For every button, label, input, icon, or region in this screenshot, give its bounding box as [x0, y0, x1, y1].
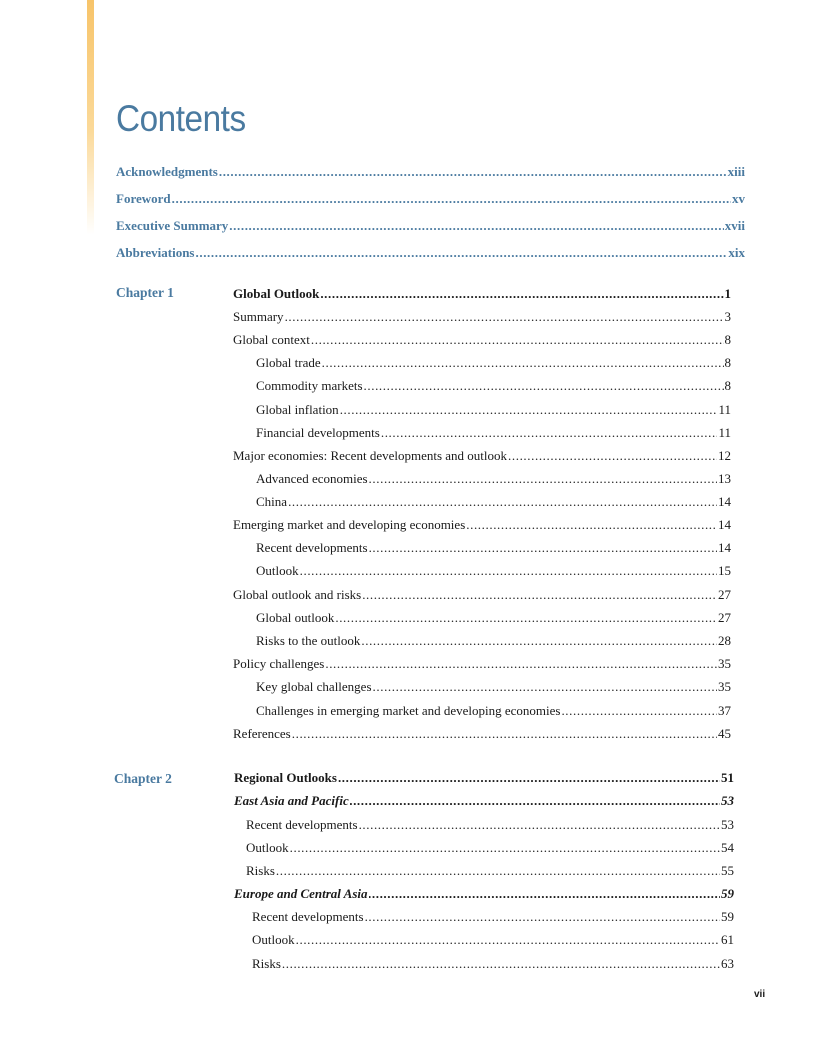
toc-leader — [300, 562, 717, 580]
toc-entry-acknowledgments[interactable] — [116, 163, 745, 181]
toc-entry-page: 45 — [718, 726, 731, 741]
toc-entry-page: xv — [732, 191, 745, 206]
toc-leader — [322, 354, 724, 372]
toc-entry-global-outlook-sub[interactable] — [256, 609, 731, 627]
toc-entry-page: 59 — [721, 909, 734, 924]
toc-entry-title: Challenges in emerging market and developing economies — [256, 703, 561, 718]
toc-entry-global-outlook[interactable] — [233, 285, 731, 303]
page-number: vii — [754, 989, 766, 1000]
toc-entry-title: Emerging market and developing economies — [233, 517, 466, 532]
toc-entry-title: Global outlook — [256, 610, 335, 625]
toc-entry-title: Risks — [252, 956, 281, 971]
toc-leader — [335, 609, 717, 627]
toc-leader — [288, 493, 717, 511]
toc-entry-financial-developments[interactable] — [256, 424, 731, 442]
toc-entry-page: 59 — [721, 886, 734, 901]
toc-entry-page: 27 — [718, 610, 731, 625]
toc-leader — [320, 285, 723, 303]
toc-entry-title: Financial developments — [256, 425, 380, 440]
toc-entry-commodity-markets[interactable] — [256, 377, 731, 395]
toc-entry-page: 14 — [718, 517, 731, 532]
toc-leader — [311, 331, 724, 349]
toc-entry-global-context[interactable] — [233, 331, 731, 349]
toc-entry-page: 3 — [724, 309, 731, 324]
toc-entry-title: Global inflation — [256, 402, 339, 417]
toc-entry-page: 11 — [718, 402, 731, 417]
toc-leader — [361, 632, 717, 650]
toc-leader — [369, 470, 717, 488]
toc-entry-page: 12 — [718, 448, 731, 463]
toc-entry-major-economies[interactable] — [233, 447, 731, 465]
toc-entry-page: 55 — [721, 863, 734, 878]
toc-leader — [362, 586, 717, 604]
toc-entry-title: Foreword — [116, 191, 171, 206]
toc-entry-china[interactable] — [256, 493, 731, 511]
toc-entry-advanced-economies[interactable] — [256, 470, 731, 488]
toc-entry-title: Executive Summary — [116, 218, 229, 233]
toc-entry-page: 61 — [721, 932, 734, 947]
toc-entry-title: Acknowledgments — [116, 164, 218, 179]
toc-entry-title: Abbreviations — [116, 245, 195, 260]
toc-entry-eca-risks[interactable] — [252, 955, 734, 973]
toc-entry-outlook[interactable] — [256, 562, 731, 580]
toc-leader — [364, 377, 724, 395]
toc-entry-title: Global Outlook — [233, 286, 320, 301]
toc-entry-page: 14 — [718, 494, 731, 509]
toc-leader — [359, 816, 720, 834]
toc-entry-title: Outlook — [256, 563, 299, 578]
accent-bar — [87, 0, 94, 235]
toc-entry-title: Recent developments — [252, 909, 364, 924]
toc-entry-title: China — [256, 494, 288, 509]
toc-leader — [285, 308, 724, 326]
toc-entry-page: 8 — [724, 378, 731, 393]
toc-leader — [381, 424, 718, 442]
toc-entry-summary[interactable] — [233, 308, 731, 326]
toc-entry-title: Key global challenges — [256, 679, 372, 694]
toc-entry-foreword[interactable] — [116, 190, 745, 208]
toc-entry-page: 11 — [718, 425, 731, 440]
toc-entry-title: Global outlook and risks — [233, 587, 362, 602]
toc-leader — [325, 655, 717, 673]
toc-entry-page: 53 — [721, 793, 734, 808]
toc-leader — [369, 539, 717, 557]
toc-entry-title: Summary — [233, 309, 284, 324]
toc-entry-page: 35 — [718, 679, 731, 694]
toc-entry-title: Regional Outlooks — [234, 770, 337, 785]
page-title: Contents — [116, 98, 246, 139]
toc-entry-title: Risks — [246, 863, 275, 878]
toc-entry-page: 28 — [718, 633, 731, 648]
toc-entry-emerging-markets[interactable] — [233, 516, 731, 534]
toc-entry-title: Global trade — [256, 355, 321, 370]
toc-entry-references[interactable] — [233, 725, 731, 743]
toc-entry-eap-risks[interactable] — [246, 862, 734, 880]
toc-entry-page: 8 — [724, 332, 731, 347]
toc-entry-page: 51 — [721, 770, 734, 785]
toc-leader — [296, 931, 720, 949]
toc-entry-page: 14 — [718, 540, 731, 555]
toc-entry-eap-outlook[interactable] — [246, 839, 734, 857]
toc-entry-east-asia-pacific[interactable] — [234, 792, 734, 810]
toc-entry-page: 37 — [718, 703, 731, 718]
toc-entry-recent-developments[interactable] — [256, 539, 731, 557]
toc-entry-title: Recent developments — [246, 817, 358, 832]
toc-entry-global-inflation[interactable] — [256, 401, 731, 419]
toc-entry-abbreviations[interactable] — [116, 244, 745, 262]
toc-leader — [172, 190, 731, 208]
toc-entry-title: Recent developments — [256, 540, 368, 555]
toc-entry-title: Policy challenges — [233, 656, 325, 671]
toc-entry-title: Outlook — [252, 932, 295, 947]
toc-leader — [561, 702, 717, 720]
toc-entry-page: 63 — [721, 956, 734, 971]
toc-leader — [369, 885, 720, 903]
toc-leader — [290, 839, 720, 857]
toc-leader — [276, 862, 720, 880]
toc-entry-title: Commodity markets — [256, 378, 363, 393]
toc-entry-global-trade[interactable] — [256, 354, 731, 372]
toc-entry-page: 13 — [718, 471, 731, 486]
toc-entry-policy-challenges[interactable] — [233, 655, 731, 673]
toc-leader — [292, 725, 717, 743]
toc-entry-key-global-challenges[interactable] — [256, 678, 731, 696]
toc-entry-page: 27 — [718, 587, 731, 602]
toc-leader — [466, 516, 717, 534]
toc-leader — [338, 769, 720, 787]
toc-leader — [229, 217, 723, 235]
toc-entry-title: Outlook — [246, 840, 289, 855]
toc-entry-page: xiii — [727, 164, 745, 179]
toc-entry-title: East Asia and Pacific — [234, 793, 349, 808]
toc-entry-challenges-emerging[interactable] — [256, 702, 731, 720]
toc-leader — [219, 163, 727, 181]
toc-entry-page: xix — [728, 245, 745, 260]
toc-entry-page: xvii — [724, 218, 745, 233]
toc-entry-title: Risks to the outlook — [256, 633, 361, 648]
toc-leader — [508, 447, 717, 465]
toc-entry-eap-recent-developments[interactable] — [246, 816, 734, 834]
toc-entry-regional-outlooks[interactable] — [234, 769, 734, 787]
toc-entry-title: Major economies: Recent developments and outlook — [233, 448, 508, 463]
toc-entry-eca-recent-developments[interactable] — [252, 908, 734, 926]
toc-entry-title: Advanced economies — [256, 471, 368, 486]
toc-leader — [373, 678, 717, 696]
chapter-1-label: Chapter 1 — [116, 285, 174, 300]
toc-entry-page: 53 — [721, 817, 734, 832]
toc-entry-page: 8 — [724, 355, 731, 370]
toc-entry-page: 35 — [718, 656, 731, 671]
toc-leader — [196, 244, 728, 262]
chapter-2-label: Chapter 2 — [114, 771, 172, 786]
toc-leader — [340, 401, 718, 419]
toc-entry-eca-outlook[interactable] — [252, 931, 734, 949]
toc-entry-risks-to-the-outlook[interactable] — [256, 632, 731, 650]
toc-entry-global-outlook-and-risks[interactable] — [233, 586, 731, 604]
toc-leader — [350, 792, 720, 810]
toc-entry-page: 15 — [718, 563, 731, 578]
toc-entry-title: Europe and Central Asia — [234, 886, 368, 901]
toc-entry-page: 54 — [721, 840, 734, 855]
toc-entry-europe-central-asia[interactable] — [234, 885, 734, 903]
toc-entry-executive-summary[interactable] — [116, 217, 745, 235]
toc-leader — [282, 955, 720, 973]
toc-entry-page: 1 — [724, 286, 731, 301]
toc-entry-title: References — [233, 726, 291, 741]
toc-entry-title: Global context — [233, 332, 310, 347]
toc-leader — [365, 908, 720, 926]
